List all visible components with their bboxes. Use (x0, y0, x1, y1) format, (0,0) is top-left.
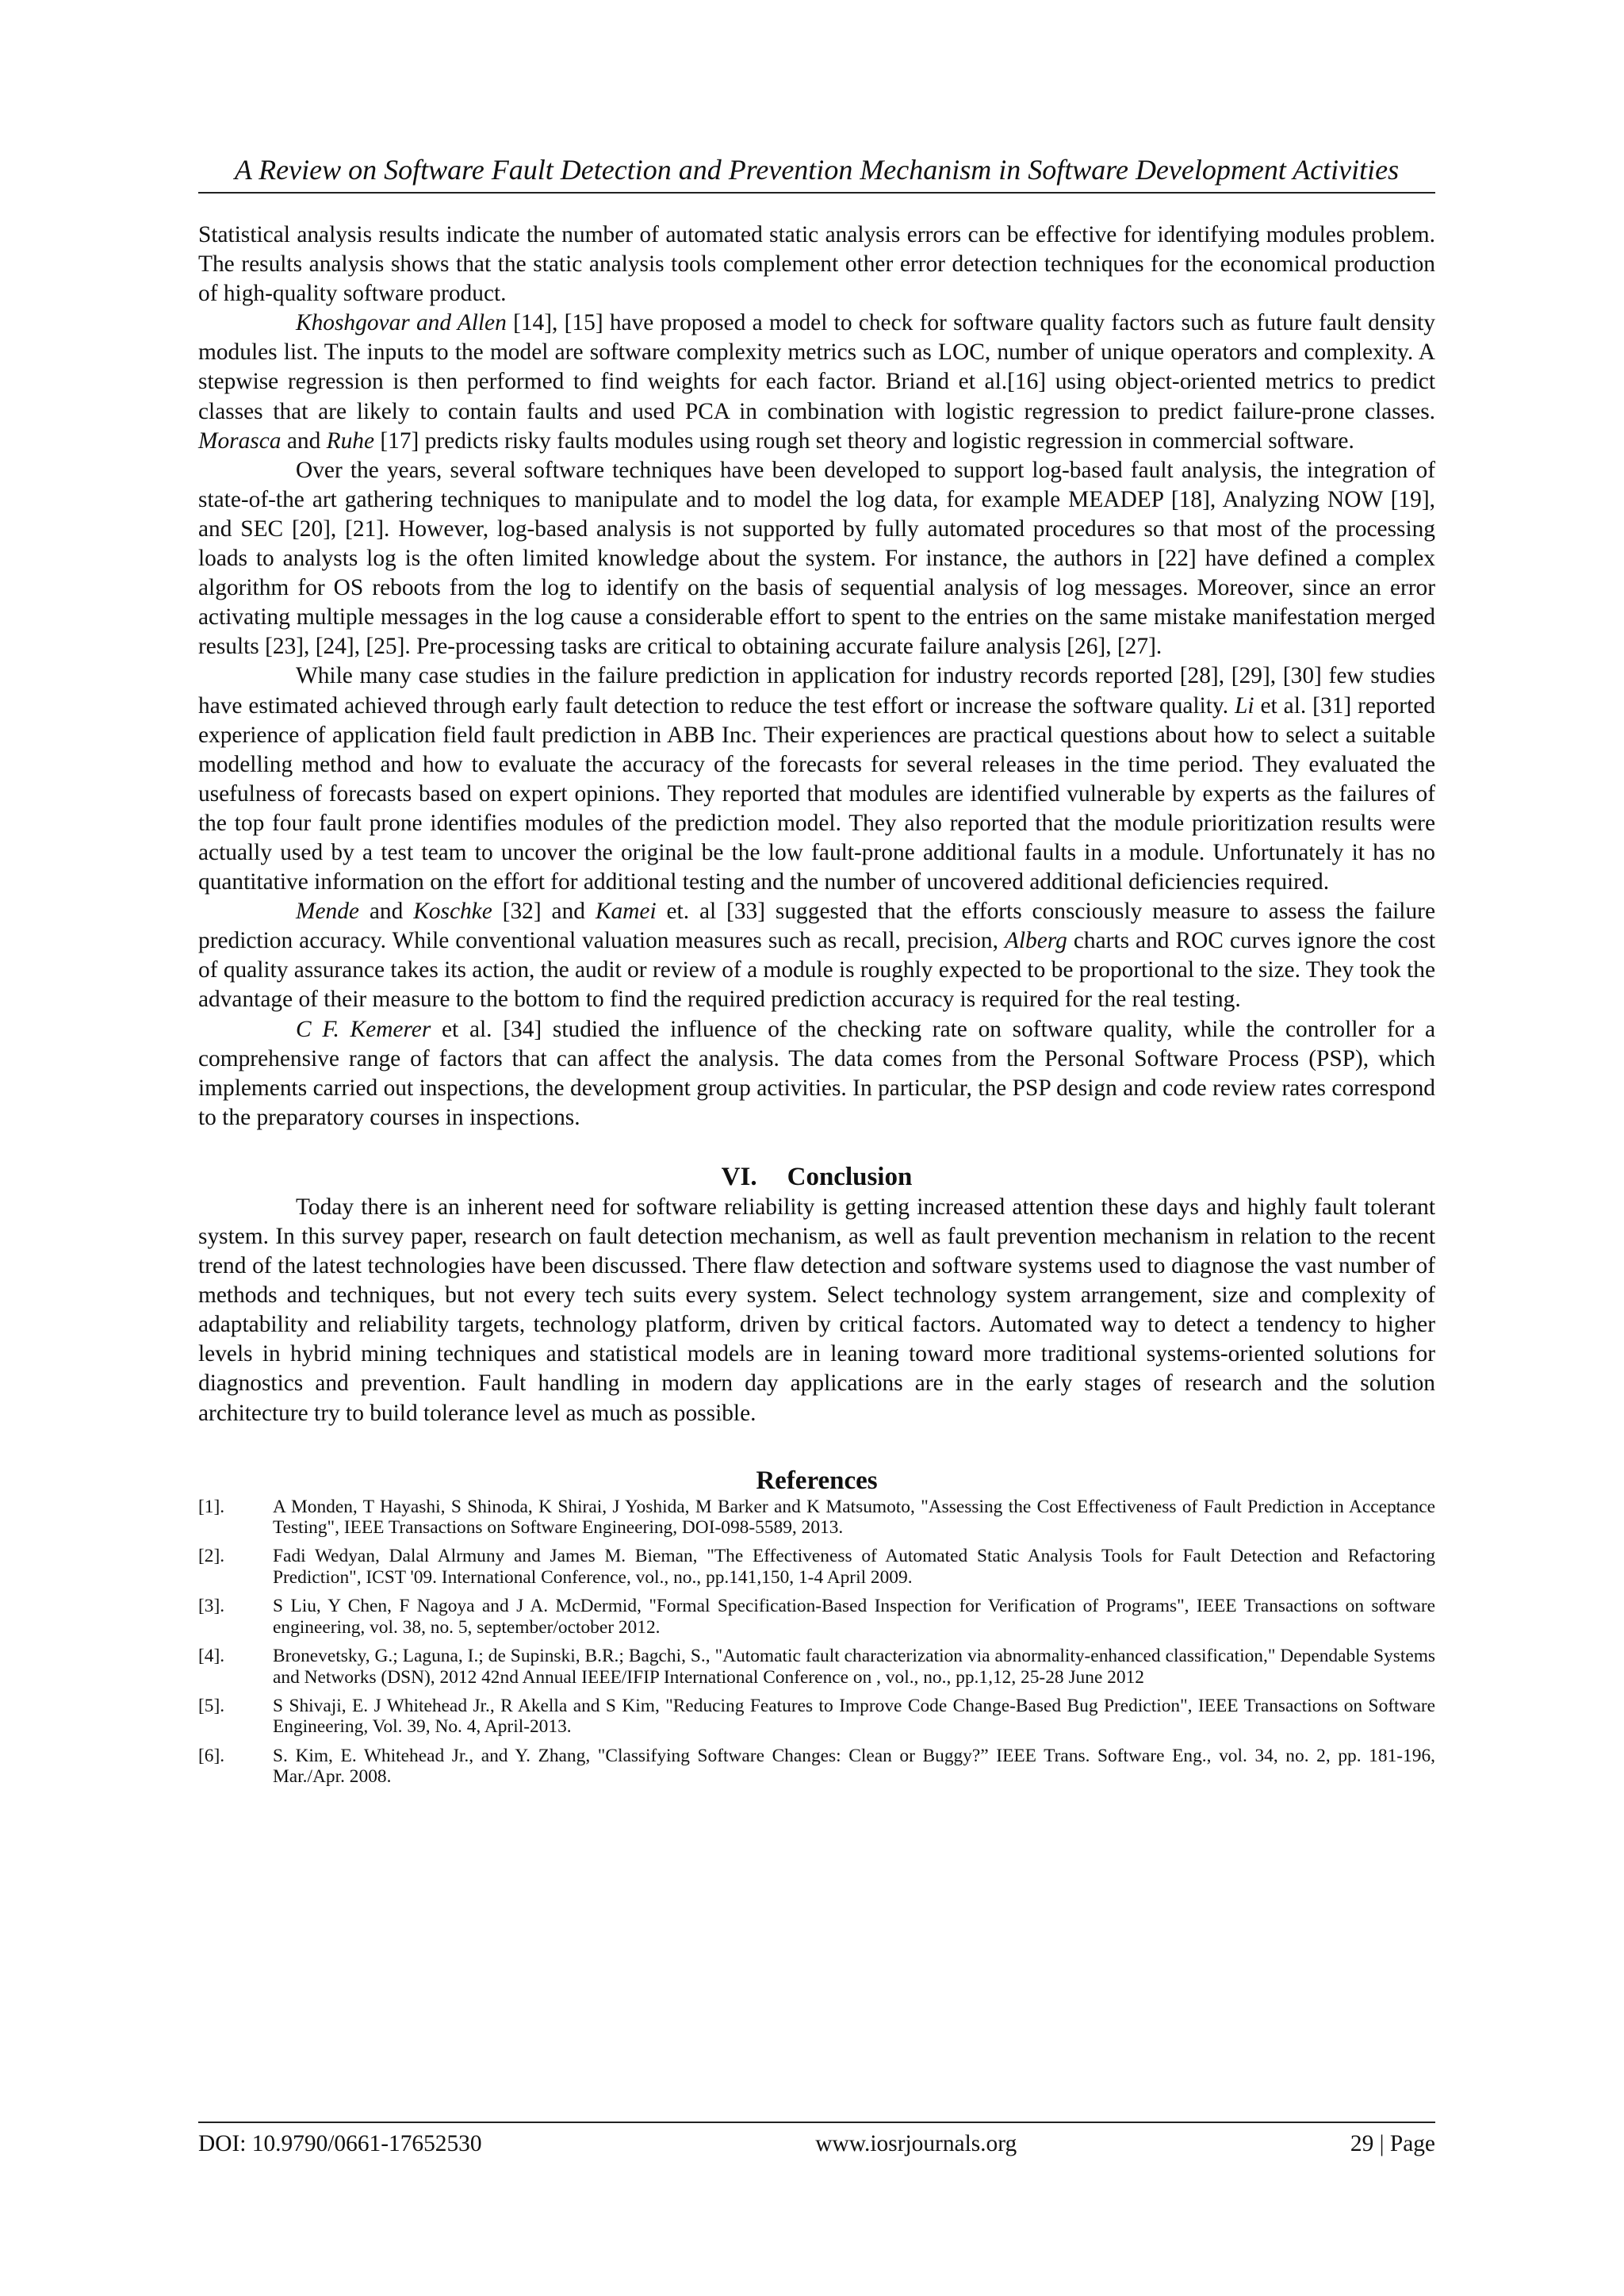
author-name: Kamei (595, 899, 657, 925)
reference-item (198, 1696, 1435, 1738)
paragraph-text: [32] and (492, 899, 596, 925)
reference-number: [4]. (198, 1646, 225, 1667)
paragraph-text: and (281, 427, 327, 454)
reference-list (198, 1497, 1435, 1788)
paragraph-text: [14], [15] have proposed a model to check for software quality factors such as future fault density modules list. The inputs to the model are software complexity metrics such as LOC, number of unique operators and complexity. A stepwise regression is then performed to find weights for each factor. Briand et al.[16] using object-oriented metrics to predict classes that are likely to contain faults and used PCA in combination with logistic regression to predict failure-prone classes. (198, 310, 1435, 424)
author-name: C F. Kemerer (296, 1016, 431, 1042)
section-heading-conclusion (198, 1161, 1435, 1193)
author-name: Alberg (1004, 928, 1067, 954)
paragraph-text: et. al [33] suggested that the efforts consciously measure to assess the failure prediction accuracy. While conventional valuation measures such as recall, precision, (198, 899, 1436, 954)
body-paragraph-2 (198, 309, 1435, 455)
section-title: Conclusion (787, 1162, 913, 1191)
paragraph-text: et al. [31] reported experience of application field fault prediction in ABB Inc. Their experiences are practical questions about how to select a suitable modelling method and how to evaluate the accuracy of the forecasts for several releases in the time period. They evaluated the usefulness of forecasts based on expert opinions. They reported that modules are identified vulnerable by experts as the failures of the top four fault prone identifies modules of the prediction model. They also reported that the module prioritization results were actually used by a test team to uncover the original be the low fault-prone additional faults in a module. Unfortunately it has no quantitative information on the effort for additional testing and the number of uncovered additional deficiencies required. (198, 692, 1435, 895)
page-footer (198, 2122, 1435, 2158)
body-paragraph-4 (198, 661, 1435, 897)
reference-number: [1]. (198, 1496, 225, 1517)
paragraph-text: et al. [34] studied the influence of the checking rate on software quality, while the controller for a comprehensive range of factors that can affect the analysis. The data comes from the Personal Software Process (PSP), which implements carried out inspections, the development group activities. In particular, the PSP design and code review rates correspond to the preparatory courses in inspections. (198, 1016, 1435, 1130)
author-name: Mende (296, 899, 359, 925)
conclusion-paragraph: Today there is an inherent need for software reliability is getting increased attention these days and highly fault tolerant system. In this survey paper, research on fault detection mechanism, as well as fault prevention mechanism in relation to the recent trend of the latest technologies have been discussed. There flaw detection and software systems used to diagnose the vast number of methods and techniques, but not every tech suits every system. Select technology system arrangement, size and complexity of adaptability and reliability targets, technology platform, driven by critical factors. Automated way to detect a tendency to higher levels in hybrid mining techniques and statistical models are in leaning toward more traditional systems-oriented solutions for diagnostics and prevention. Fault handling in modern day applications are in the early stages of research and the solution architecture try to build tolerance level as much as possible. (198, 1194, 1435, 1426)
paragraph-text: and (358, 899, 414, 925)
author-name: Khoshgovar and Allen (296, 310, 507, 336)
reference-item (198, 1596, 1435, 1638)
reference-number: [2]. (198, 1546, 225, 1567)
body-paragraph-3: Over the years, several software techniques have been developed to support log-based fault analysis, the integration of state-of-the art gathering techniques to manipulate and to model the log data, for example MEADEP [18], Analyzing NOW [19], and SEC [20], [21]. However, log-based analysis is not supported by fully automated procedures so that most of the processing loads to analysts log is the often limited knowledge about the system. For instance, the authors in [22] have defined a complex algorithm for OS reboots from the log to identify on the basis of sequential analysis of log messages. Moreover, since an error activating multiple messages in the log cause a considerable effort to spent to the entries on the same mistake manifestation merged results [23], [24], [25]. Pre-processing tasks are critical to obtaining accurate failure analysis [26], [27]. (198, 457, 1435, 660)
footer-page-number: 29 | Page (1350, 2131, 1435, 2156)
footer-website: www.iosrjournals.org (815, 2131, 1017, 2156)
reference-item (198, 1646, 1435, 1688)
reference-text: S Shivaji, E. J Whitehead Jr., R Akella and S Kim, "Reducing Features to Improve Code Change-Based Bug Prediction", IEEE Transactions on Software Engineering, Vol. 39, No. 4, April-2013. (273, 1695, 1435, 1738)
reference-number: [5]. (198, 1695, 225, 1716)
body-paragraph-6 (198, 1015, 1435, 1133)
running-header: A Review on Software Fault Detection and Prevention Mechanism in Software Development Activities (198, 152, 1435, 194)
reference-item (198, 1746, 1435, 1788)
paragraph-text: [17] predicts risky faults modules using rough set theory and logistic regression in commercial software. (374, 427, 1354, 454)
footer-doi: DOI: 10.9790/0661-17652530 (198, 2131, 482, 2156)
reference-item (198, 1546, 1435, 1588)
reference-text: Fadi Wedyan, Dalal Alrmuny and James M. Bieman, "The Effectiveness of Automated Static Analysis Tools for Fault Detection and Refactoring Prediction", ICST '09. International Conference, vol., no., pp.141,150, 1-4 April 2009. (273, 1546, 1435, 1588)
body-paragraph-1: Statistical analysis results indicate the number of automated static analysis errors can be effective for identifying modules problem. The results analysis shows that the static analysis tools complement other error detection techniques for the economical production of high-quality software product. (198, 222, 1435, 307)
author-name: Morasca (198, 427, 282, 454)
paragraph-text: charts and ROC curves ignore the cost of quality assurance takes its action, the audit or review of a module is roughly expected to be proportional to the size. They took the advantage of their measure to the bottom to find the required prediction accuracy is required for the real testing. (198, 928, 1435, 1013)
page-content (198, 220, 1435, 1796)
reference-number: [6]. (198, 1745, 225, 1766)
body-paragraph-5 (198, 897, 1435, 1014)
reference-text: Bronevetsky, G.; Laguna, I.; de Supinski, B.R.; Bagchi, S., "Automatic fault characterization via abnormality-enhanced classification," Dependable Systems and Networks (DSN), 2012 42nd Annual IEEE/IFIP International Conference on , vol., no., pp.1,12, 25-28 June 2012 (273, 1646, 1435, 1688)
reference-item (198, 1497, 1435, 1539)
author-name: Koschke (413, 899, 492, 925)
reference-text: S Liu, Y Chen, F Nagoya and J A. McDermid, "Formal Specification-Based Inspection for Verification of Programs", IEEE Transactions on software engineering, vol. 38, no. 5, september/october 2012. (273, 1596, 1435, 1638)
references-heading: References (756, 1466, 878, 1495)
author-name: Li (1235, 692, 1254, 719)
reference-text: S. Kim, E. Whitehead Jr., and Y. Zhang, "Classifying Software Changes: Clean or Buggy?” IEEE Trans. Software Eng., vol. 34, no. 2, pp. 181-196, Mar./Apr. 2008. (273, 1745, 1435, 1788)
reference-text: A Monden, T Hayashi, S Shinoda, K Shirai, J Yoshida, M Barker and K Matsumoto, "Assessing the Cost Effectiveness of Fault Prediction in Acceptance Testing", IEEE Transactions on Software Engineering, DOI-098-5589, 2013. (273, 1496, 1435, 1539)
author-name: Ruhe (326, 427, 375, 454)
section-number: VI. (721, 1162, 757, 1191)
reference-number: [3]. (198, 1596, 225, 1617)
paragraph-text: While many case studies in the failure prediction in application for industry records reported [28], [29], [30] few studies have estimated achieved through early fault detection to reduce the test effort or increase the software quality. (198, 663, 1435, 719)
